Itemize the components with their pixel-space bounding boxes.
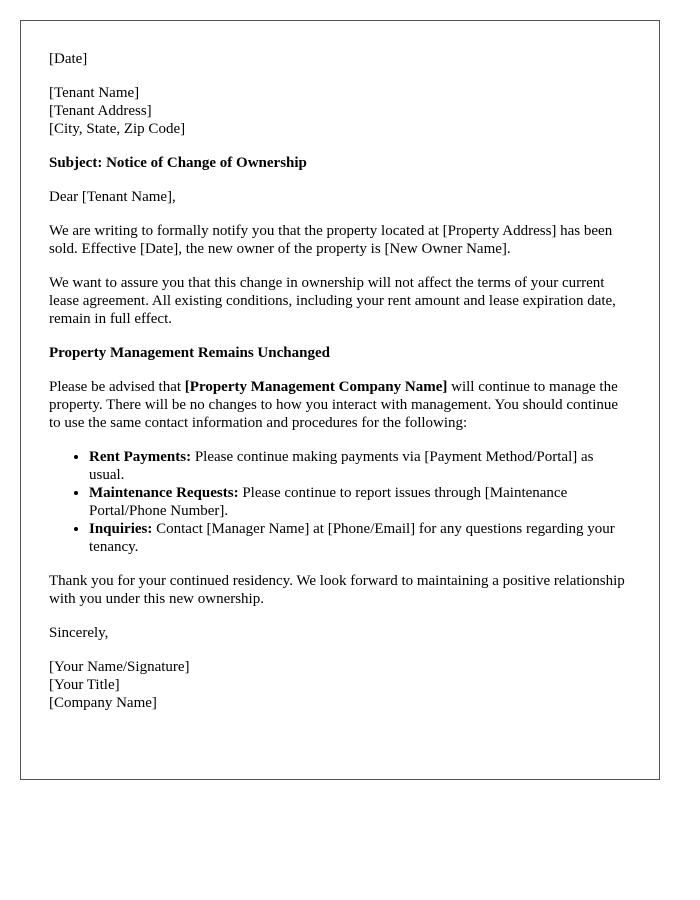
closing: Sincerely,	[49, 625, 109, 641]
management-text-before: Please be advised that	[49, 379, 185, 395]
bullet-title-inquiries: Inquiries:	[89, 521, 153, 537]
paragraph-sale-notice: We are writing to formally notify you that the property located at [Property Address] has been sold. Effective [Date], the new owner of the property is [New Owner Name].	[49, 223, 613, 257]
paragraph-thank-you: Thank you for your continued residency. We look forward to maintaining a positive relationship with you under this new ownership.	[49, 573, 625, 607]
subject-line: Subject: Notice of Change of Ownership	[49, 155, 307, 171]
list-item	[89, 448, 631, 484]
signature-title: [Your Title]	[49, 677, 120, 693]
signature-block	[49, 658, 631, 712]
recipient-address-block	[49, 84, 631, 138]
signature-company: [Company Name]	[49, 695, 157, 711]
signature-name: [Your Name/Signature]	[49, 659, 190, 675]
management-company-name: [Property Management Company Name]	[184, 379, 448, 395]
bullet-title-rent: Rent Payments:	[89, 449, 192, 465]
list-item	[89, 520, 631, 556]
bullet-title-maintenance: Maintenance Requests:	[89, 485, 239, 501]
recipient-address: [Tenant Address]	[49, 103, 152, 119]
salutation: Dear [Tenant Name],	[49, 189, 176, 205]
management-text-after: will continue to manage the property. There will be no changes to how you interact with management. You should continue to use the same contact information and procedures for the following:	[49, 379, 619, 431]
bullet-text-inquiries: Contact [Manager Name] at [Phone/Email] for any questions regarding your tenancy.	[89, 521, 615, 555]
recipient-name: [Tenant Name]	[49, 85, 140, 101]
section-heading-management: Property Management Remains Unchanged	[49, 345, 330, 361]
recipient-city-state-zip: [City, State, Zip Code]	[49, 121, 186, 137]
letter-document	[20, 20, 660, 780]
letter-date	[49, 50, 631, 68]
paragraph-lease-assurance: We want to assure you that this change in ownership will not affect the terms of your current lease agreement. All existing conditions, including your rent amount and lease expiration date, remain in full effect.	[49, 275, 616, 327]
list-item	[89, 484, 631, 520]
procedures-list	[49, 448, 631, 556]
paragraph-management	[49, 378, 631, 432]
bullet-text-maintenance: Please continue to report issues through [Maintenance Portal/Phone Number].	[89, 485, 568, 519]
bullet-text-rent: Please continue making payments via [Payment Method/Portal] as usual.	[89, 449, 594, 483]
date-text: [Date]	[49, 51, 88, 67]
